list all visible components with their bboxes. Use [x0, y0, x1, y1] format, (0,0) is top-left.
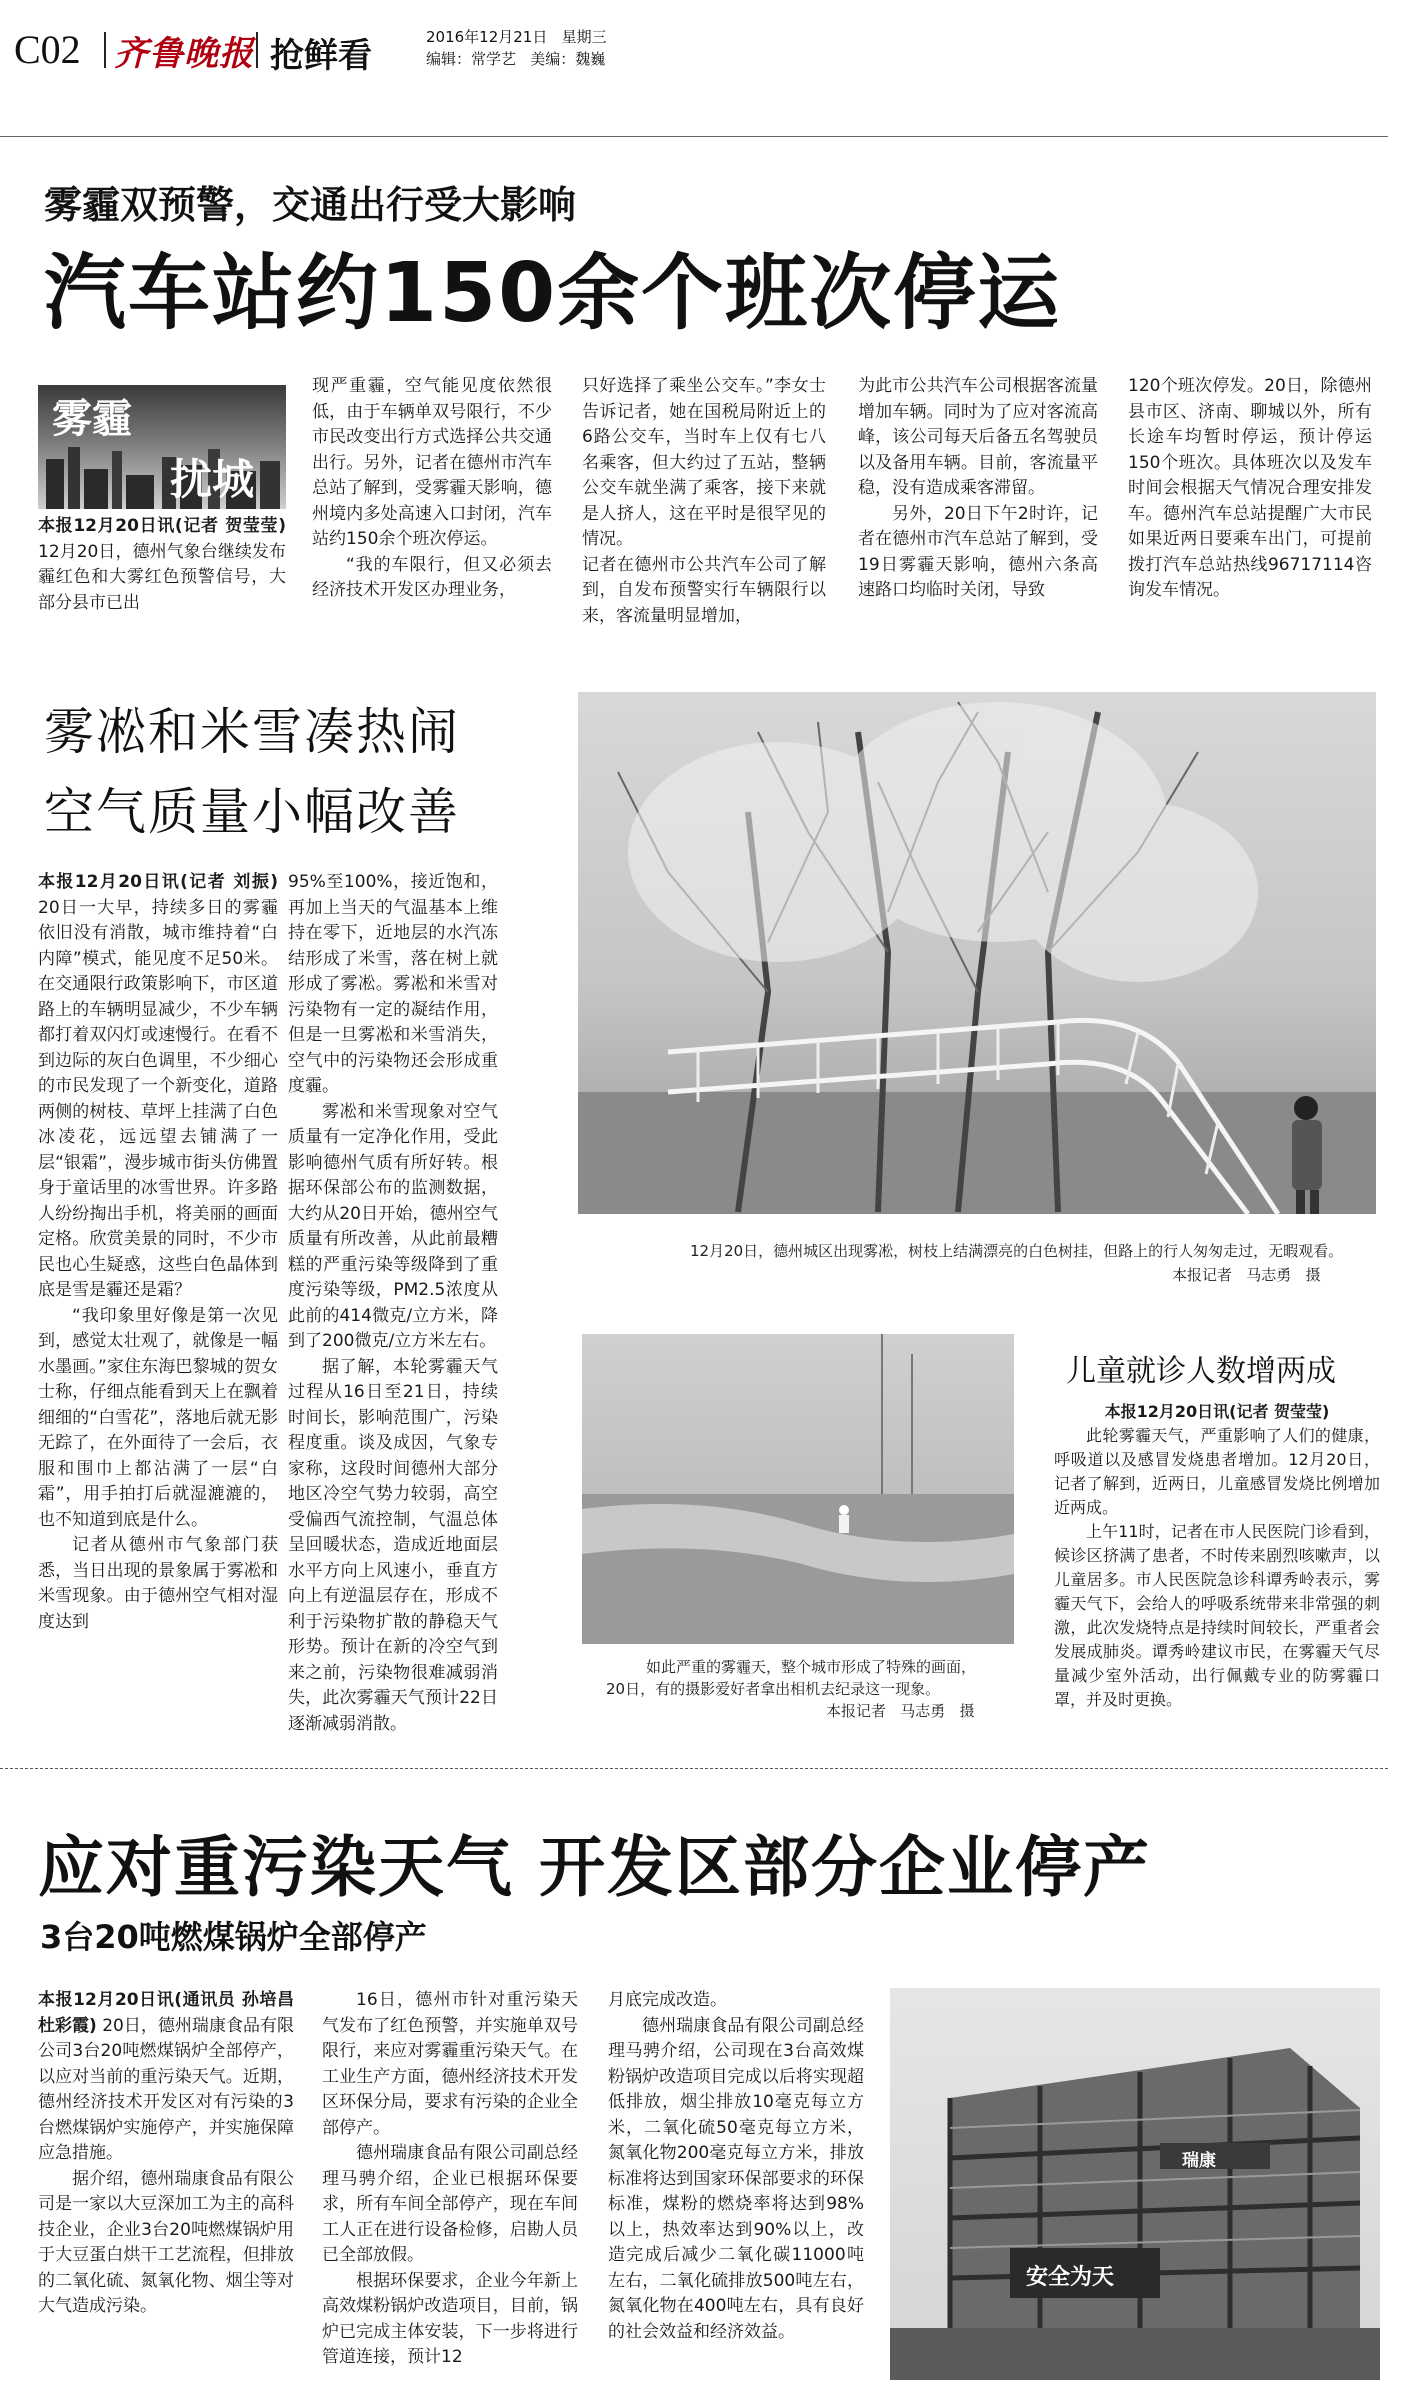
logo-text-bottom: 扰城 [170, 455, 255, 504]
story4-col1 [38, 1988, 294, 2388]
header-rule [0, 136, 1388, 137]
photo-frosted-trees [578, 692, 1376, 1214]
story3-body [1054, 1400, 1380, 1750]
body-text: 20日一大早，持续多日的雾霾依旧没有消散，城市维持着“白内障”模式，能见度不足50米。在交通限行政策影响下，市区道路上的车辆明显减少，不少车辆都打着双闪灯或速慢行。在看不到边际的灰白色调里，不少细心的市民发现了一个新变化，道路两侧的树枝、草坪上挂满了白色冰凌花，远远望去铺满了一层“银霜”，漫步城市街头仿佛置身于童话里的冰雪世界。许多路人纷纷掏出手机，将美丽的画面定格。欣赏美景的同时，不少市民也心生疑惑，这些白色晶体到底是雪是霾还是霜？ [38, 897, 278, 1300]
photographer-figure [839, 1505, 849, 1533]
photo2-credit: 本报记者 马志勇 摄 [826, 1702, 975, 1720]
paragraph: 月底完成改造。 [608, 1990, 727, 2010]
photo1-credit: 本报记者 马志勇 摄 [1172, 1266, 1321, 1284]
section-title: 抢鲜看 [270, 36, 372, 76]
paragraph: “我的车限行，但又必须去经济技术开发区办理业务， [312, 554, 552, 600]
story4-subhead: 3台20吨燃煤锅炉全部停产 [40, 1918, 427, 1956]
tree-scene-image [578, 692, 1376, 1214]
story1-col2 [312, 374, 552, 614]
photo1-caption: 12月20日，德州城区出现雾凇，树枝上结满漂亮的白色树挂，但路上的行人匆匆走过，无暇观看。 [690, 1242, 1344, 1260]
plant-banner: 瑞康 [1182, 2151, 1216, 2171]
story1-col5 [1128, 374, 1372, 614]
story1-kicker: 雾霾双预警，交通出行受大影响 [44, 183, 577, 227]
paragraph: 为此市公共汽车公司根据客流量增加车辆。同时为了应对客流高峰，该公司每天后备五名驾驶员以及备用车辆。目前，客流量平稳，没有造成乘客滞留。 [858, 376, 1098, 498]
photo2-caption-line1: 如此严重的雾霾天，整个城市形成了特殊的画面， [646, 1658, 977, 1676]
brand-logo: 齐鲁晚报 [114, 34, 254, 74]
story2-colA [38, 870, 278, 1750]
story1-col3 [582, 374, 826, 626]
paragraph: 120个班次停发。20日，除德州县市区、济南、聊城以外，所有长途车均暂时停运，预计停运150个班次。具体班次以及发车时间会根据天气情况合理安排发车。德州汽车总站提醒广大市民如果近两日要乘车出门，可提前拨打汽车总站热线96717114咨询发车情况。 [1128, 376, 1372, 600]
byline: 本报12月20日讯(记者 刘振) [38, 872, 278, 892]
paragraph: 现严重霾，空气能见度依然很低，由于车辆单双号限行，不少市民改变出行方式选择公共交通出行。另外，记者在德州市汽车总站了解到，受雾霾天影响，德州境内多处高速入口封闭，汽车站约150余个班次停运。 [312, 376, 552, 549]
paragraph: 德州瑞康食品有限公司副总经理马骋介绍，公司现在3台高效煤粉锅炉改造项目完成以后将实现超低排放，烟尘排放10毫克每立方米，二氧化硫50毫克每立方米，氮氧化物200毫克每立方米，排放标准将达到国家环保部要求的环保标准，煤粉的燃烧率将达到98%以上，热效率达到90%以上，改造完成后减少二氧化碳11000吨左右，二氧化硫排放500吨左右，氮氧化物在400吨左右，具有良好的社会效益和经济效益。 [608, 2015, 864, 2342]
story4-headline: 应对重污染天气 开发区部分企业停产 [38, 1829, 1151, 1906]
paragraph: 95%至100%，接近饱和，再加上当天的气温基本上维持在零下，近地层的水汽冻结形成了米雪，落在树上就形成了雾凇。雾凇和米雪对污染物有一定的凝结作用，但是一旦雾凇和米雪消失，空气中的污染物还会形成重度霾。 [288, 872, 498, 1096]
date-line: 2016年12月21日 星期三 [426, 28, 607, 46]
editor-line: 编辑：常学艺 美编：魏巍 [426, 50, 606, 68]
story1-col1 [38, 514, 286, 614]
story1-col4 [858, 374, 1098, 614]
story1-headline: 汽车站约150余个班次停运 [44, 246, 1062, 341]
body-text: 20日，德州瑞康食品有限公司3台20吨燃煤锅炉全部停产，以应对当前的重污染天气。近期，德州经济技术开发区对有污染的3台燃煤锅炉实施停产，并实施保障应急措施。 [38, 2015, 294, 2163]
paragraph: 记者从德州市气象部门获悉，当日出现的景象属于雾凇和米雪现象。由于德州空气相对湿度达到 [38, 1535, 278, 1632]
story2-colB [288, 870, 498, 1750]
photo-boiler-plant [890, 1988, 1380, 2380]
paragraph: 据介绍，德州瑞康食品有限公司是一家以大豆深加工为主的高科技企业，企业3台20吨燃煤锅炉用于大豆蛋白烘干工艺流程，但排放的二氧化硫、氮氧化物、烟尘等对大气造成污染。 [38, 2168, 294, 2316]
body-text: 12月20日，德州气象台继续发布霾红色和大雾红色预警信号，大部分县市已出 [38, 541, 286, 613]
paragraph: 上午11时，记者在市人民医院门诊看到，候诊区挤满了患者，不时传来剧烈咳嗽声，以儿童居多。市人民医院急诊科谭秀岭表示，雾霾天气下，会给人的呼吸系统带来非常强的刺激，此次发烧特点是持续时间较长，严重者会发展成肺炎。谭秀岭建议市民，在雾霾天气尽量减少室外活动，出行佩戴专业的防雾霾口罩，并及时更换。 [1054, 1522, 1380, 1709]
story4-col2 [322, 1988, 578, 2388]
story3-headline: 儿童就诊人数增两成 [1066, 1354, 1336, 1389]
header-divider [256, 32, 258, 68]
plant-scene-image [890, 1988, 1380, 2380]
photo2-caption-line2: 20日，有的摄影爱好者拿出相机去纪录这一现象。 [606, 1680, 941, 1698]
paragraph: 德州瑞康食品有限公司副总经理马骋介绍，企业已根据环保要求，所有车间全部停产，现在车间工人正在进行设备检修，启勘人员已全部放假。 [322, 2143, 578, 2265]
paragraph: 另外，20日下午2时许，记者在德州市汽车总站了解到，受19日雾霾天影响，德州六条高速路口均临时关闭，导致 [858, 503, 1098, 600]
section-divider [0, 1768, 1388, 1769]
paragraph: 根据环保要求，企业今年新上高效煤粉锅炉改造项目，目前，锅炉已完成主体安装，下一步将进行管道连接，预计12 [322, 2270, 578, 2367]
header-divider [104, 32, 106, 68]
story2-headline-1: 雾凇和米雪凑热闹 [44, 703, 460, 761]
paragraph: 只好选择了乘坐公交车。”李女士告诉记者，她在国税局附近上的6路公交车，当时车上仅有七八名乘客，但大约过了五站，整辆公交车就坐满了乘客，接下来就是人挤人，这在平时是很罕见的情况。 [582, 376, 826, 549]
plant-sign: 安全为天 [1026, 2265, 1115, 2290]
paragraph: 记者在德州市公共汽车公司了解到，自发布预警实行车辆限行以来，客流量明显增加， [582, 554, 826, 626]
byline: 本报12月20日讯(记者 贺莹莹) [38, 516, 286, 536]
page-number: C02 [14, 27, 81, 72]
story4-col3 [608, 1988, 864, 2388]
fog-scene-image [582, 1334, 1014, 1644]
byline: 本报12月20日讯(通讯员 孙培昌 杜彩霞) [38, 1990, 294, 2036]
story2-headline-2: 空气质量小幅改善 [44, 783, 460, 841]
photo-fog-river [582, 1334, 1014, 1644]
paragraph: 此轮雾霾天气，严重影响了人们的健康，呼吸道以及感冒发烧患者增加。12月20日，记者了解到，近两日，儿童感冒发烧比例增加近两成。 [1054, 1426, 1380, 1517]
smog-logo [38, 385, 286, 509]
paragraph: 雾凇和米雪现象对空气质量有一定净化作用，受此影响德州气质有所好转。根据环保部公布的监测数据，大约从20日开始，德州空气质量有所改善，从此前最糟糕的严重污染等级降到了重度污染等级，PM2.5浓度从此前的414微克/立方米，降到了200微克/立方米左右。 [288, 1101, 498, 1351]
logo-text-top: 雾霾 [52, 396, 132, 442]
paragraph: “我印象里好像是第一次见到，感觉太壮观了，就像是一幅水墨画。”家住东海巴黎城的贺女士称，仔细点能看到天上在飘着细细的“白雪花”，落地后就无影无踪了，在外面待了一会后，衣服和围巾上都沾满了一层“白霜”，用手拍打后就湿漉漉的，也不知道到底是什么。 [38, 1305, 278, 1530]
paragraph: 16日，德州市针对重污染天气发布了红色预警，并实施单双号限行，来应对雾霾重污染天气。在工业生产方面，德州经济技术开发区环保分局，要求有污染的企业全部停产。 [322, 1990, 578, 2138]
paragraph: 据了解，本轮雾霾天气过程从16日至21日，持续时间长，影响范围广，污染程度重。谈及成因，气象专家称，这段时间德州大部分地区冷空气势力较弱，高空受偏西气流控制，气温总体呈回暖状态，造成近地面层水平方向上风速小，垂直方向上有逆温层存在，形成不利于污染物扩散的静稳天气形势。预计在新的冷空气到来之前，污染物很难减弱消失，此次雾霾天气预计22日逐渐减弱消散。 [288, 1356, 498, 1734]
byline: 本报12月20日讯(记者 贺莹莹) [1104, 1402, 1330, 1421]
